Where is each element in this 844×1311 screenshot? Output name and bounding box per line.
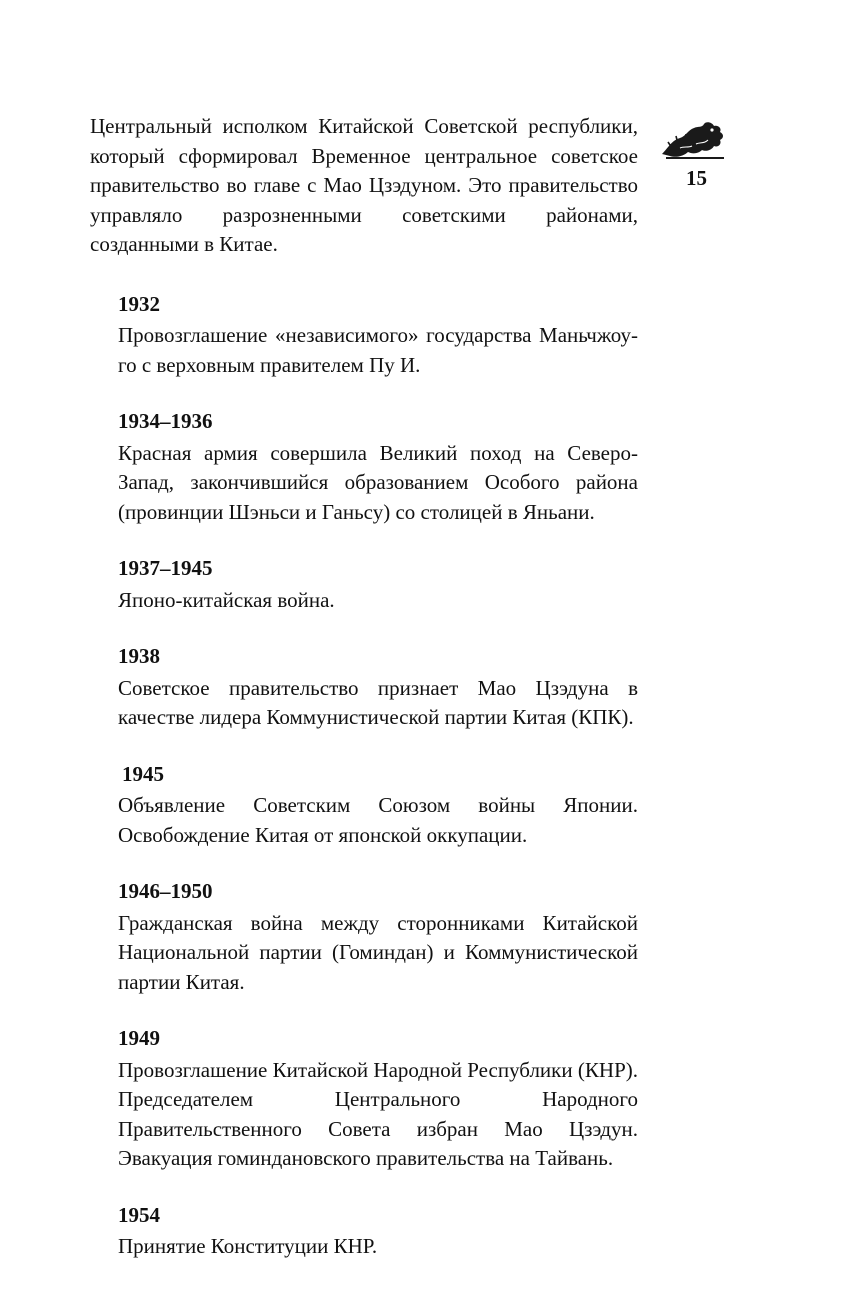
text-column [90,112,638,1289]
entry-text: Провозглашение Китайской Народной Республики (КНР). Председателем Центрального Народного Правительственного Совета избран Мао Цзэдун. Эвакуация гоминдановского правительства на Тайвань. [118,1057,638,1170]
timeline-entry [118,877,638,997]
entry-year: 1954 [118,1202,160,1227]
entry-text: Провозглашение «независимого» государства Маньчжоу-го с верховным правителем Пу И. [118,323,638,377]
entry-year: 1945 [122,761,164,786]
entry-year: 1932 [118,291,160,316]
entry-text: Принятие Конституции КНР. [118,1234,378,1258]
entry-text: Объявление Советским Союзом войны Японии. Освобождение Китая от японской оккупации. [118,793,638,847]
entry-year: 1946–1950 [118,879,213,903]
entry-text: Советское правительство признает Мао Цзэдуна в качестве лидера Коммунистической партии Китая (КПК). [118,675,638,729]
entry-text: Красная армия совершила Великий поход на Северо-Запад, закончившийся образованием Особого района (провинции Шэньси и Ганьсу) со столицей в Яньани. [118,440,638,524]
entry-year: 1949 [118,1026,160,1050]
timeline-entry [118,642,638,733]
entry-text: Гражданская война между сторонниками Китайской Национальной партии (Гоминдан) и Коммунистической партии Китая. [118,910,638,994]
entry-year: 1937–1945 [118,556,213,580]
timeline-entry [118,554,638,615]
timeline-entry [118,290,638,381]
timeline-entry [118,1201,638,1262]
page-marker [658,118,730,190]
entry-year: 1938 [118,644,160,668]
page-number: 15 [686,166,707,190]
intro-paragraph: Центральный исполком Китайской Советской республики, который сформировал Временное центральное советское правительство во главе с Мао Цзэдуном. Это правительство управляло разрозненными советскими районами, созданными в Китае. [90,114,638,256]
timeline-entry [118,760,638,851]
entry-text: Японо-китайская война. [118,587,335,612]
dragon-icon [658,118,728,162]
timeline-entry [118,407,638,527]
entry-year: 1934–1936 [118,409,213,433]
timeline-entry [118,1024,638,1174]
